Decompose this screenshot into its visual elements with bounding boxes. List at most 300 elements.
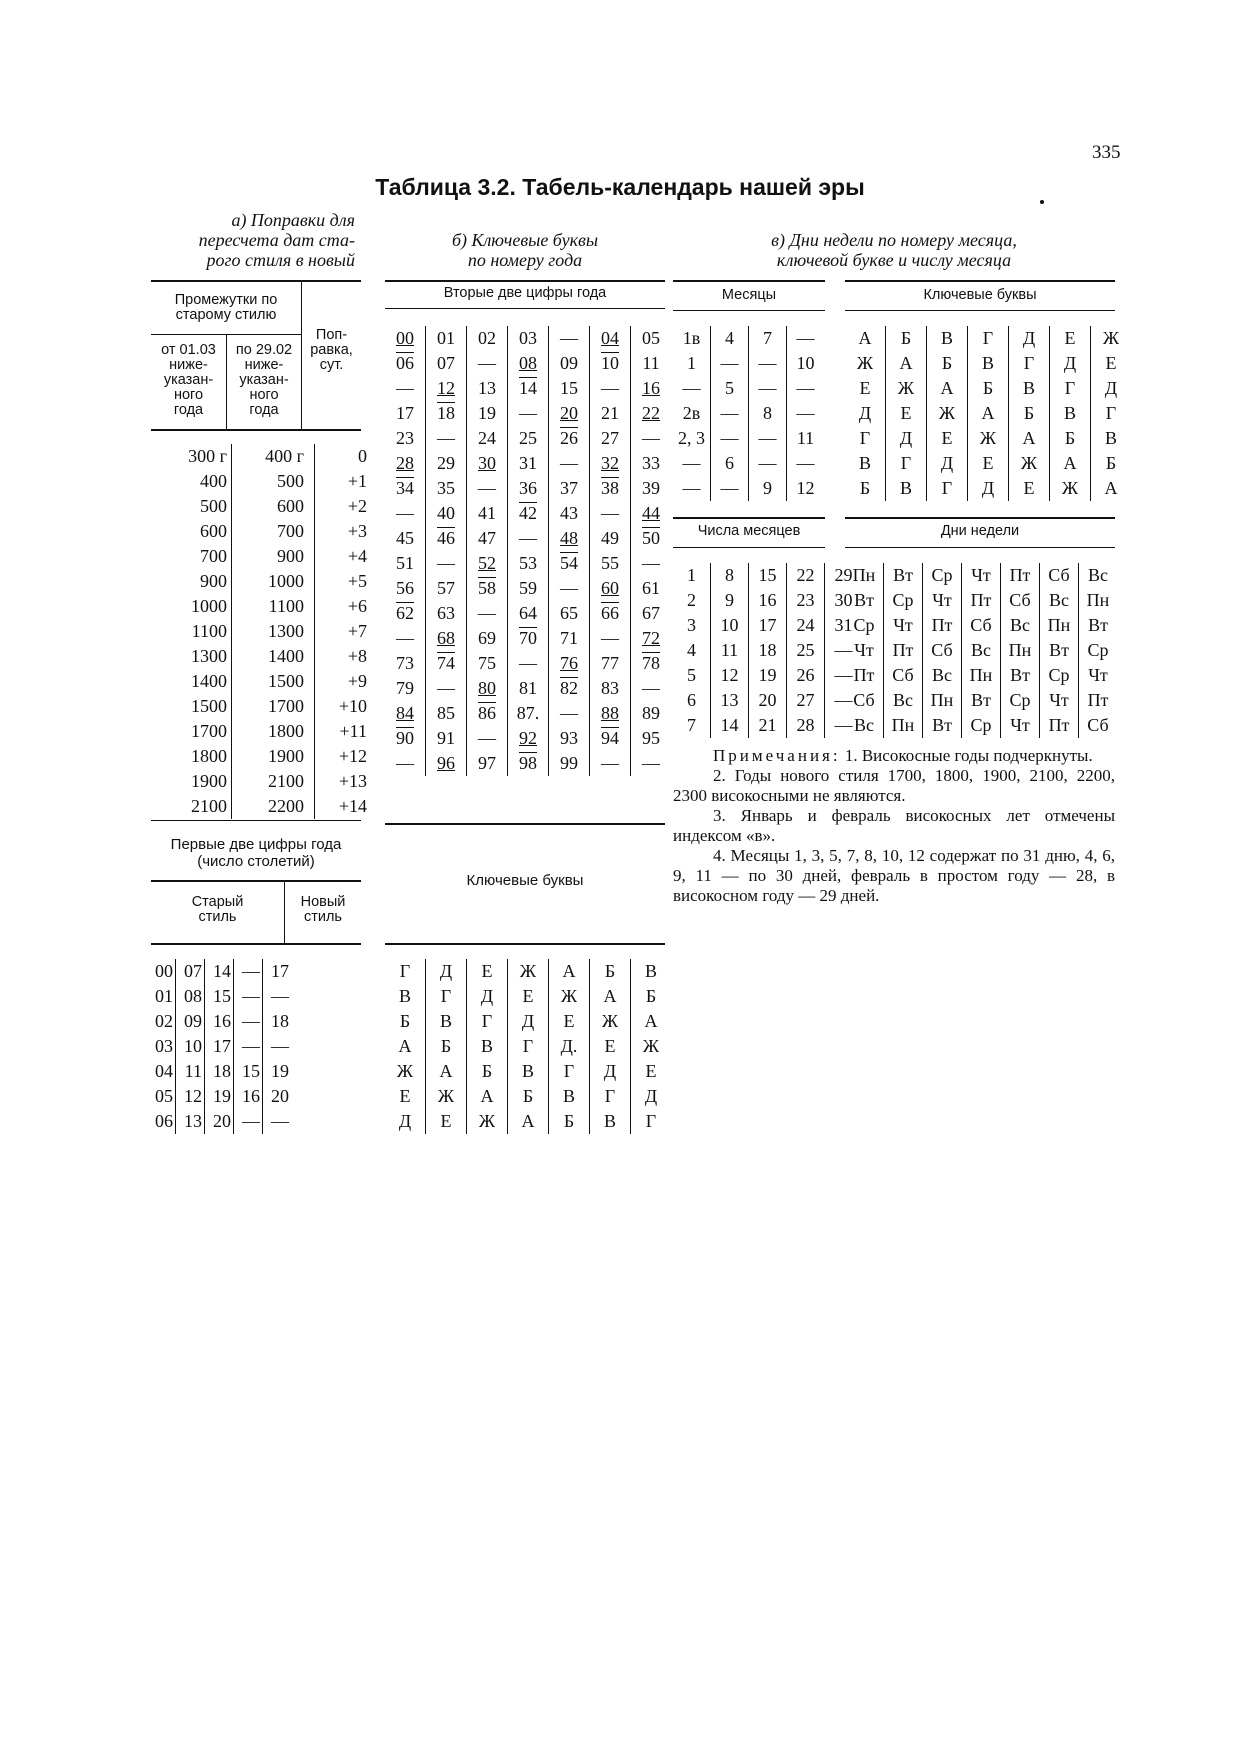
table-cell: 0 xyxy=(315,444,376,469)
table-cell: 35 xyxy=(426,476,467,501)
table-cell: +1 xyxy=(315,469,376,494)
table-cell: Пн xyxy=(1001,638,1040,663)
table-cell: А xyxy=(508,1109,549,1134)
caption-a-line: рого стиля в новый xyxy=(206,250,355,270)
year-digits-table xyxy=(385,326,671,776)
table-cell: 2100 xyxy=(232,769,315,794)
table-cell: Б xyxy=(1050,426,1091,451)
table-cell: Вс xyxy=(1079,563,1118,588)
table-cell: 70 xyxy=(508,626,549,651)
table-cell: В xyxy=(467,1034,508,1059)
table-cell: А xyxy=(886,351,927,376)
table-row xyxy=(151,644,375,669)
table-cell: Ж xyxy=(590,1009,631,1034)
table-cell: Е xyxy=(508,984,549,1009)
table-row xyxy=(673,326,824,351)
table-cell: 10 xyxy=(176,1034,205,1059)
table-cell: 01 xyxy=(155,986,173,1006)
table-cell: 28 xyxy=(787,713,825,738)
table-cell: Б xyxy=(467,1059,508,1084)
table-row xyxy=(385,751,671,776)
table-cell: 11 xyxy=(631,351,672,376)
table-cell: 46 xyxy=(426,526,467,551)
table-cell: — xyxy=(682,378,701,398)
table-cell: 20 xyxy=(749,688,787,713)
table-cell: Вс xyxy=(884,688,923,713)
table-cell: — xyxy=(549,451,590,476)
table-cell: 80 xyxy=(467,676,508,701)
table-cell: 1800 xyxy=(191,746,227,766)
table-cell: 18 xyxy=(426,401,467,426)
rule xyxy=(151,880,361,882)
table-cell: Вс xyxy=(962,638,1001,663)
table-cell: 25 xyxy=(508,426,549,451)
table-row xyxy=(151,1084,291,1109)
table-cell: — xyxy=(631,426,672,451)
table-cell: — xyxy=(467,726,508,751)
table-cell: Б xyxy=(590,959,631,984)
header-line: Промежутки по xyxy=(174,292,278,308)
table-cell: 29 xyxy=(825,563,863,588)
table-cell: — xyxy=(631,551,672,576)
table-cell: 19 xyxy=(205,1084,234,1109)
table-cell: 64 xyxy=(508,601,549,626)
rule xyxy=(673,517,825,519)
table-cell: Б xyxy=(631,984,672,1009)
table-cell: 41 xyxy=(467,501,508,526)
table-cell: 22 xyxy=(631,401,672,426)
table-row xyxy=(673,638,862,663)
table-cell: Вс xyxy=(1040,588,1079,613)
table-cell: — xyxy=(426,551,467,576)
table-cell: В xyxy=(426,1009,467,1034)
table-cell: 85 xyxy=(426,701,467,726)
table-cell: 23 xyxy=(396,428,414,448)
table-cell: 9 xyxy=(749,476,787,501)
table-cell: 61 xyxy=(631,576,672,601)
table-cell: — xyxy=(711,426,749,451)
note-1 xyxy=(673,746,1115,766)
table-cell: Пт xyxy=(923,613,962,638)
table-row xyxy=(673,563,862,588)
table-cell: +3 xyxy=(315,519,376,544)
header-line: старому стилю xyxy=(175,307,277,323)
table-cell: 13 xyxy=(711,688,749,713)
table-cell: 33 xyxy=(631,451,672,476)
table-cell: Вт xyxy=(854,590,874,610)
table-row xyxy=(385,551,671,576)
table-cell: 12 xyxy=(176,1084,205,1109)
table-cell: Ж xyxy=(508,959,549,984)
header-line: равка, xyxy=(310,342,353,358)
table-cell: +9 xyxy=(315,669,376,694)
table-cell: Д xyxy=(426,959,467,984)
table-cell: 300 г xyxy=(188,446,227,466)
table-cell: 06 xyxy=(155,1111,173,1131)
header-line: ниже- xyxy=(244,357,284,373)
table-cell: — xyxy=(234,1109,263,1134)
header-new-style xyxy=(285,895,361,925)
table-cell: В xyxy=(968,351,1009,376)
table-cell: Пт xyxy=(962,588,1001,613)
table-cell: 18 xyxy=(263,1009,292,1034)
table-cell: — xyxy=(825,638,863,663)
table-cell: Е xyxy=(590,1034,631,1059)
table-row xyxy=(845,426,1131,451)
table-row xyxy=(385,959,671,984)
table-cell: 10 xyxy=(590,351,631,376)
table-cell: Пн xyxy=(1040,613,1079,638)
table-row xyxy=(845,613,1117,638)
table-cell: 29 xyxy=(426,451,467,476)
table-cell: 84 xyxy=(396,703,414,723)
table-cell: — xyxy=(549,326,590,351)
header-line: года xyxy=(249,402,279,418)
table-row xyxy=(385,1059,671,1084)
table-row xyxy=(845,401,1131,426)
table-cell: Д xyxy=(508,1009,549,1034)
table-cell: В xyxy=(1009,376,1050,401)
table-row xyxy=(151,794,375,819)
table-cell: Чт xyxy=(962,563,1001,588)
table-cell: 96 xyxy=(426,751,467,776)
table-cell: 1900 xyxy=(191,771,227,791)
table-cell: — xyxy=(263,1034,292,1059)
table-cell: +13 xyxy=(315,769,376,794)
table-row xyxy=(151,1059,291,1084)
table-cell: 31 xyxy=(508,451,549,476)
table-cell: 11 xyxy=(711,638,749,663)
table-cell: 20 xyxy=(549,401,590,426)
table-cell: 83 xyxy=(590,676,631,701)
table-cell: 32 xyxy=(590,451,631,476)
table-cell: 40 xyxy=(426,501,467,526)
rule xyxy=(151,280,361,282)
header-weekdays: Дни недели xyxy=(940,523,1020,539)
header-line: Поп- xyxy=(315,327,348,343)
caption-line: в) Дни недели по номеру месяца, xyxy=(771,230,1017,250)
table-cell: 47 xyxy=(467,526,508,551)
table-row xyxy=(151,569,375,594)
table-cell: — xyxy=(631,751,672,776)
table-cell: Г xyxy=(426,984,467,1009)
table-cell: 02 xyxy=(467,326,508,351)
corrections-table xyxy=(151,444,375,819)
table-cell: 400 xyxy=(200,471,227,491)
table-row xyxy=(385,576,671,601)
table-cell: 62 xyxy=(396,603,414,623)
table-cell: — xyxy=(749,351,787,376)
table-cell: 5 xyxy=(711,376,749,401)
table-cell: 90 xyxy=(396,728,414,748)
table-cell: — xyxy=(825,688,863,713)
rule xyxy=(845,517,1115,519)
table-cell: 44 xyxy=(631,501,672,526)
header-to xyxy=(227,343,301,418)
page-title: Таблица 3.2. Табель-календарь нашей эры xyxy=(375,174,865,200)
key-letters-b-table xyxy=(385,959,671,1134)
table-cell: Е xyxy=(467,959,508,984)
table-row xyxy=(385,1034,671,1059)
table-row xyxy=(151,769,375,794)
table-cell: Ж xyxy=(1009,451,1050,476)
table-cell: 73 xyxy=(396,653,414,673)
table-cell: 05 xyxy=(631,326,672,351)
table-cell: Г xyxy=(927,476,968,501)
table-cell: 1100 xyxy=(232,594,315,619)
table-cell: А xyxy=(467,1084,508,1109)
header-line: Старый xyxy=(191,894,244,910)
table-cell: — xyxy=(467,351,508,376)
header-line: стиль xyxy=(198,909,237,925)
table-cell: 16 xyxy=(205,1009,234,1034)
table-cell: Б xyxy=(508,1084,549,1109)
table-cell: 18 xyxy=(749,638,787,663)
table-cell: 67 xyxy=(631,601,672,626)
table-cell: — xyxy=(234,1009,263,1034)
table-cell: В xyxy=(927,326,968,351)
table-cell: Ср xyxy=(1079,638,1118,663)
table-cell: 20 xyxy=(263,1084,292,1109)
table-cell: 4 xyxy=(711,326,749,351)
table-cell: 16 xyxy=(234,1084,263,1109)
table-cell: Б xyxy=(549,1109,590,1134)
table-row xyxy=(673,401,824,426)
table-cell: — xyxy=(749,426,787,451)
table-cell: — xyxy=(590,751,631,776)
table-cell: 6 xyxy=(687,690,696,710)
table-row xyxy=(151,444,375,469)
table-cell: 1000 xyxy=(232,569,315,594)
table-row xyxy=(151,694,375,719)
header-line: указан- xyxy=(163,372,214,388)
table-cell: Г xyxy=(886,451,927,476)
table-cell: Сб xyxy=(962,613,1001,638)
notes-label: Примечания: xyxy=(713,746,841,765)
table-cell: 89 xyxy=(631,701,672,726)
table-cell: А xyxy=(590,984,631,1009)
table-cell: Е xyxy=(631,1059,672,1084)
table-cell: 1700 xyxy=(232,694,315,719)
table-cell: 00 xyxy=(396,328,414,348)
table-cell: 09 xyxy=(176,1009,205,1034)
table-cell: — xyxy=(396,378,414,398)
table-cell: 22 xyxy=(787,563,825,588)
table-cell: 24 xyxy=(787,613,825,638)
table-cell: 38 xyxy=(590,476,631,501)
table-cell: 56 xyxy=(396,578,414,598)
header-second-digits: Вторые две цифры года xyxy=(443,285,607,301)
table-row xyxy=(845,376,1131,401)
table-cell: Б xyxy=(886,326,927,351)
note-3: 3. Январь и февраль високосных лет отмечены индексом «в». xyxy=(673,806,1115,845)
table-cell: 03 xyxy=(155,1036,173,1056)
table-cell: 700 xyxy=(200,546,227,566)
table-cell: 16 xyxy=(631,376,672,401)
table-cell: 10 xyxy=(711,613,749,638)
table-row xyxy=(385,451,671,476)
table-row xyxy=(673,451,824,476)
table-cell: Г xyxy=(549,1059,590,1084)
table-row xyxy=(385,626,671,651)
table-cell: 15 xyxy=(205,984,234,1009)
table-row xyxy=(151,719,375,744)
header-months: Месяцы xyxy=(721,287,777,303)
table-row xyxy=(845,326,1131,351)
table-cell: 26 xyxy=(787,663,825,688)
rule xyxy=(151,820,361,821)
table-cell: Вт xyxy=(884,563,923,588)
table-cell: Б xyxy=(399,1011,411,1031)
table-cell: 3 xyxy=(687,615,696,635)
table-row xyxy=(151,1109,291,1134)
table-cell: Ж xyxy=(1091,326,1132,351)
table-cell: Д xyxy=(590,1059,631,1084)
table-row xyxy=(385,401,671,426)
table-row xyxy=(845,563,1117,588)
table-cell: 1900 xyxy=(232,744,315,769)
table-cell: В xyxy=(590,1109,631,1134)
table-cell: 71 xyxy=(549,626,590,651)
table-row xyxy=(845,713,1117,738)
caption-line: по номеру года xyxy=(467,250,583,270)
table-cell: 12 xyxy=(711,663,749,688)
table-cell: 28 xyxy=(396,453,414,473)
table-row xyxy=(845,638,1117,663)
table-cell: Чт xyxy=(923,588,962,613)
table-cell: Чт xyxy=(884,613,923,638)
table-cell: 79 xyxy=(396,678,414,698)
table-cell: — xyxy=(467,601,508,626)
table-cell: Вт xyxy=(1040,638,1079,663)
table-cell: А xyxy=(1009,426,1050,451)
table-cell: 2в xyxy=(682,403,701,423)
page-number: 335 xyxy=(1092,142,1121,163)
table-cell: Ср xyxy=(1040,663,1079,688)
table-cell: Б xyxy=(859,478,871,498)
table-cell: 36 xyxy=(508,476,549,501)
table-cell: 39 xyxy=(631,476,672,501)
table-cell: 04 xyxy=(155,1061,173,1081)
table-row xyxy=(151,519,375,544)
table-cell: Вт xyxy=(1079,613,1118,638)
table-cell: — xyxy=(825,663,863,688)
table-cell: 92 xyxy=(508,726,549,751)
table-cell: Пн xyxy=(962,663,1001,688)
table-cell: 18 xyxy=(205,1059,234,1084)
table-cell: — xyxy=(590,376,631,401)
table-cell: Пн xyxy=(923,688,962,713)
table-cell: Б xyxy=(1091,451,1132,476)
table-cell: Е xyxy=(1091,351,1132,376)
table-cell: Д xyxy=(968,476,1009,501)
table-cell: В xyxy=(886,476,927,501)
table-cell: 15 xyxy=(749,563,787,588)
table-cell: Б xyxy=(1009,401,1050,426)
rule xyxy=(385,823,665,825)
table-cell: 8 xyxy=(711,563,749,588)
caption-line: б) Ключевые буквы xyxy=(451,230,599,250)
table-cell: 600 xyxy=(232,494,315,519)
header-line: Новый xyxy=(300,894,346,910)
table-cell: В xyxy=(858,453,871,473)
table-cell: Ж xyxy=(886,376,927,401)
table-cell: 900 xyxy=(232,544,315,569)
table-row xyxy=(673,713,862,738)
table-cell: 99 xyxy=(549,751,590,776)
table-cell: Д xyxy=(1050,351,1091,376)
table-cell: 00 xyxy=(155,961,173,981)
table-cell: Б xyxy=(426,1034,467,1059)
table-cell: А xyxy=(858,328,872,348)
table-cell: 97 xyxy=(467,751,508,776)
table-row xyxy=(151,1009,291,1034)
table-cell: — xyxy=(508,651,549,676)
header-key-letters-c: Ключевые буквы xyxy=(923,287,1037,303)
table-cell: 1300 xyxy=(232,619,315,644)
table-cell: — xyxy=(549,701,590,726)
table-cell: 2200 xyxy=(232,794,315,819)
table-cell: Ж xyxy=(968,426,1009,451)
table-cell: Г xyxy=(859,428,871,448)
header-from xyxy=(151,343,226,418)
table-cell: 900 xyxy=(200,571,227,591)
table-cell: 34 xyxy=(396,478,414,498)
table-cell: 30 xyxy=(467,451,508,476)
table-cell: Ср xyxy=(962,713,1001,738)
table-cell: 76 xyxy=(549,651,590,676)
rule xyxy=(385,280,665,282)
table-cell: В xyxy=(398,986,411,1006)
header-line: сут. xyxy=(319,357,344,373)
table-row xyxy=(151,469,375,494)
table-cell: Пт xyxy=(1079,688,1118,713)
table-cell: В xyxy=(1091,426,1132,451)
table-cell: Д xyxy=(398,1111,412,1131)
table-cell: 72 xyxy=(631,626,672,651)
table-row xyxy=(385,376,671,401)
table-cell: +7 xyxy=(315,619,376,644)
table-cell: Г xyxy=(399,961,411,981)
table-cell: 400 г xyxy=(232,444,315,469)
table-cell: — xyxy=(396,503,414,523)
table-cell: — xyxy=(508,526,549,551)
table-cell: 03 xyxy=(508,326,549,351)
table-cell: Е xyxy=(1050,326,1091,351)
note-2: 2. Годы нового стиля 1700, 1800, 1900, 2100, 2200, 2300 високосными не являются. xyxy=(673,766,1115,805)
table-cell: 1500 xyxy=(191,696,227,716)
table-cell: Г xyxy=(1091,401,1132,426)
table-cell: 04 xyxy=(590,326,631,351)
table-cell: — xyxy=(787,451,825,476)
caption-b xyxy=(385,230,665,270)
table-cell: — xyxy=(508,401,549,426)
table-cell: 57 xyxy=(426,576,467,601)
table-row xyxy=(385,1084,671,1109)
table-cell: 63 xyxy=(426,601,467,626)
table-cell: 66 xyxy=(590,601,631,626)
table-cell: — xyxy=(749,376,787,401)
table-row xyxy=(845,476,1131,501)
table-cell: Д xyxy=(467,984,508,1009)
table-cell: Чт xyxy=(1040,688,1079,713)
table-cell: — xyxy=(787,326,825,351)
notes xyxy=(673,746,1115,906)
table-cell: 11 xyxy=(787,426,825,451)
table-cell: 45 xyxy=(396,528,414,548)
table-cell: 1800 xyxy=(232,719,315,744)
table-cell: Д xyxy=(1091,376,1132,401)
